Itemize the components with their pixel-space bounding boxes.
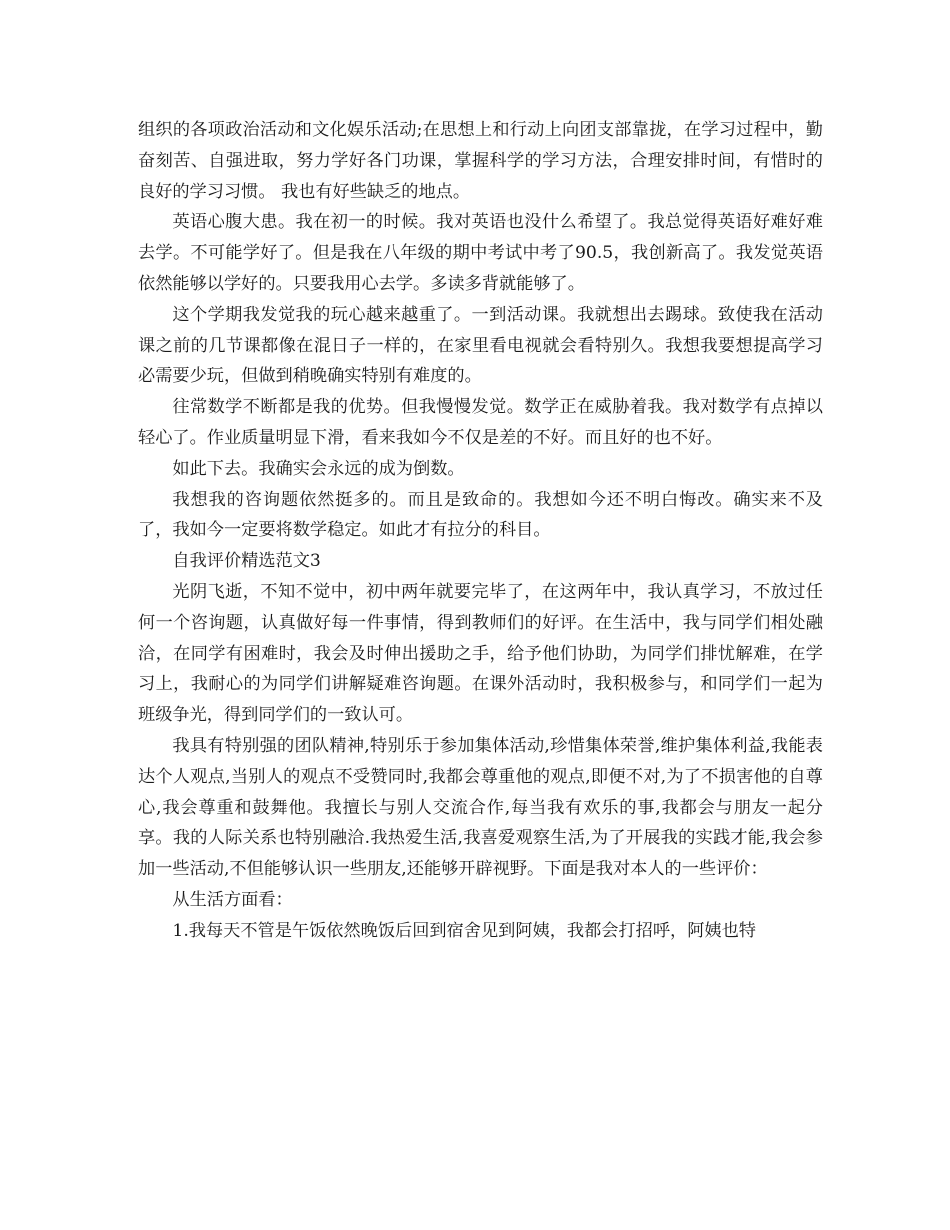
subheading-life: 从生活方面看： [172, 889, 293, 910]
paragraph-continued: 组织的各项政治活动和文化娱乐活动;在思想上和行动上向团支部靠拢，在学习过程中，勤奋刻苦、自强进取，努力学好各门功课，掌握科学的学习方法，合理安排时间，有惜时的良好的学习习惯。 我也有好些缺乏的地点。 [138, 120, 823, 202]
paragraph-english: 英语心腹大患。我在初一的时候。我对英语也没什么希望了。我总觉得英语好难好难去学。不可能学好了。但是我在八年级的期中考试中考了90.5，我创新高了。我发觉英语依然能够以学好的。只要我用心去学。多读多背就能够了。 [138, 212, 823, 294]
paragraph-problems: 我想我的咨询题依然挺多的。而且是致命的。我想如今还不明白悔改。确实来不及了，我如今一定要将数学稳定。如此才有拉分的科目。 [138, 489, 823, 541]
document-body [138, 115, 823, 947]
paragraph-two-years: 光阴飞逝，不知不觉中，初中两年就要完毕了，在这两年中，我认真学习，不放过任何一个咨询题，认真做好每一件事情，得到教师们的好评。在生活中，我与同学们相处融洽，在同学有困难时，我会及时伸出援助之手，给予他们协助，为同学们排忧解难，在学习上，我耐心的为同学们讲解疑难咨询题。在课外活动时，我积极参与，和同学们一起为班级争光，得到同学们的一致认可。 [138, 581, 823, 726]
paragraph-play: 这个学期我发觉我的玩心越来越重了。一到活动课。我就想出去踢球。致使我在活动课之前的几节课都像在混日子一样的，在家里看电视就会看特别久。我想我要想提高学习必需要少玩，但做到稍晚确实特别有难度的。 [138, 304, 823, 387]
list-item-1: 1.我每天不管是午饭依然晚饭后回到宿舍见到阿姨，我都会打招呼，阿姨也特 [172, 920, 756, 941]
paragraph-consequence: 如此下去。我确实会永远的成为倒数。 [172, 458, 465, 479]
paragraph-team-spirit: 我具有特别强的团队精神,特别乐于参加集体活动,珍惜集体荣誉,维护集体利益,我能表达个人观点,当别人的观点不受赞同时,我都会尊重他的观点,即便不对,为了不损害他的自尊心,我会尊重和鼓舞他。我擅长与别人交流合作,每当我有欢乐的事,我都会与朋友一起分享。我的人际关系也特别融洽.我热爱生活,我喜爱观察生活,为了开展我的实践才能,我会参加一些活动,不但能够认识一些朋友,还能够开辟视野。下面是我对本人的一些评价： [138, 735, 823, 880]
section-heading: 自我评价精选范文3 [172, 551, 321, 572]
paragraph-math: 往常数学不断都是我的优势。但我慢慢发觉。数学正在威胁着我。我对数学有点掉以轻心了。作业质量明显下滑，看来我如今不仅是差的不好。而且好的也不好。 [138, 397, 823, 448]
